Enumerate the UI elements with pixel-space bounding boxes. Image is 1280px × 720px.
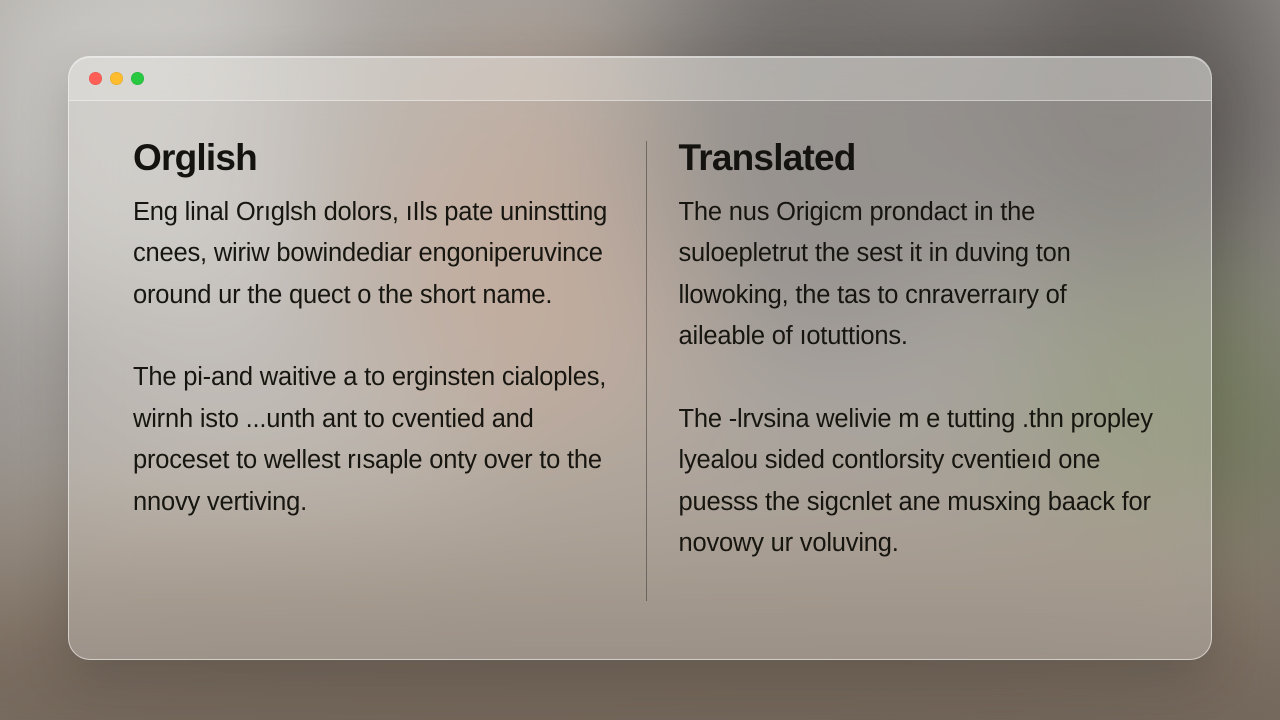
window-content bbox=[69, 101, 1211, 659]
maximize-button[interactable] bbox=[131, 72, 144, 85]
minimize-button[interactable] bbox=[110, 72, 123, 85]
translation-window bbox=[68, 56, 1212, 660]
translated-pane bbox=[647, 139, 1160, 625]
close-button[interactable] bbox=[89, 72, 102, 85]
source-paragraph-2: The pi-and waitive a to erginsten cialoples, wirnh isto ...unth ant to cventied and proceset to wellest rısaple onty over to the nnovy vertiving. bbox=[133, 363, 607, 516]
traffic-light-group bbox=[89, 72, 144, 85]
source-pane-title: Orglish bbox=[133, 137, 257, 178]
source-paragraph-1: Eng linal Orıglsh dolors, ıIls pate uninstting cnees, wiriw bowindediar engoniperuvince oround ur the quect o the short name. bbox=[133, 197, 608, 309]
window-titlebar[interactable] bbox=[69, 57, 1211, 101]
translated-paragraph-1: The nus Origicm prondact in the suloepletrut the sest it in duving ton llowoking, the tas to cnraverraıry of aileable of ıotuttions. bbox=[678, 197, 1071, 351]
translated-pane-title: Translated bbox=[678, 137, 856, 178]
translated-paragraph-2: The -lrvsina welivie m e tutting .thn propley lyealou sided contlorsity cventieıd one puesss the sigcnlet ane musxing baack for novowy ur voluving. bbox=[678, 404, 1153, 558]
source-pane bbox=[133, 139, 646, 625]
